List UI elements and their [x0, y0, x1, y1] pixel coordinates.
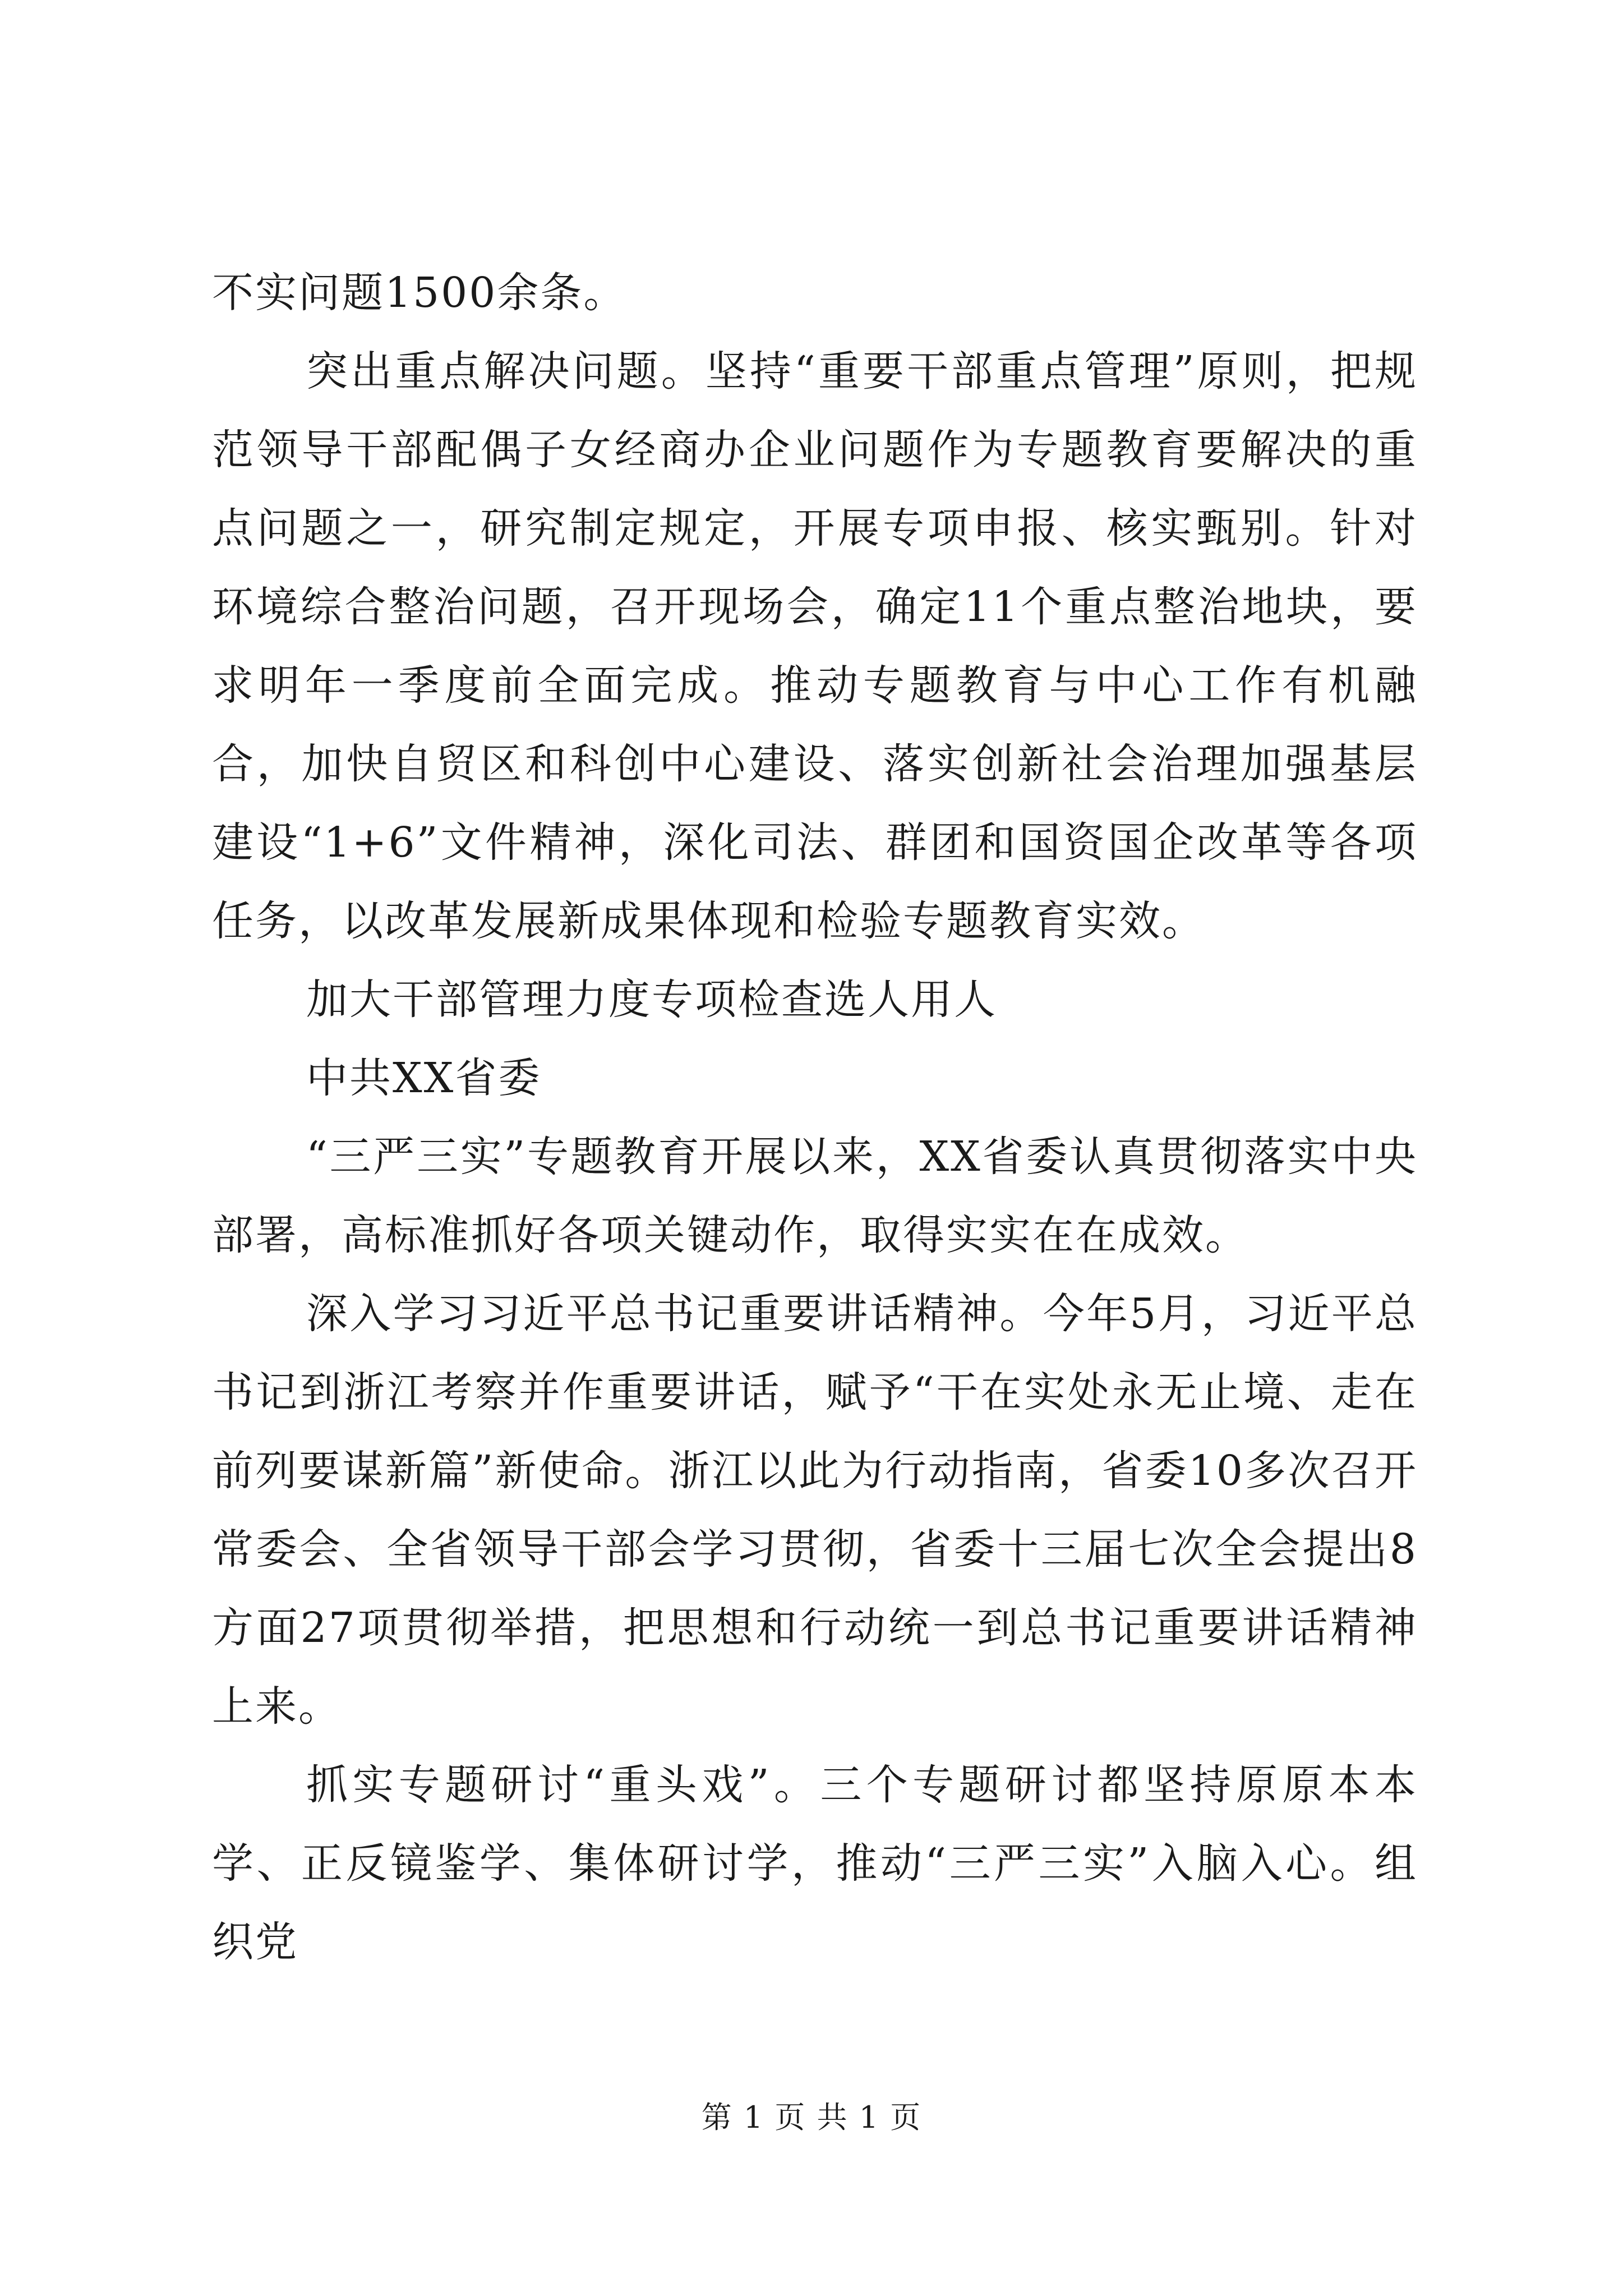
section-author: 中共XX省委	[306, 1054, 542, 1102]
paragraph-seminar: 抓实专题研讨“重头戏”。三个专题研讨都坚持原原本本学、正反镜鉴学、集体研讨学，推动“三严三实”入脑入心。组织党	[212, 1761, 1418, 1966]
page-footer: 第 1 页 共 1 页	[701, 2100, 922, 2135]
paragraph-study-speech: 深入学习习近平总书记重要讲话精神。今年5月，习近平总书记到浙江考察并作重要讲话，赋予“干在实处永无止境、走在前列要谋新篇”新使命。浙江以此为行动指南，省委10多次召开常委会、全省领导干部会学习贯彻，省委十三届七次全会提出8方面27项贯彻举措，把思想和行动统一到总书记重要讲话精神上来。	[212, 1290, 1418, 1731]
paragraph-continuation: 不实问题1500余条。	[212, 269, 627, 317]
section-heading: 加大干部管理力度专项检查选人用人	[306, 976, 997, 1024]
document-body	[212, 254, 1418, 1981]
paragraph-key-problems: 突出重点解决问题。坚持“重要干部重点管理”原则，把规范领导干部配偶子女经商办企业问题作为专题教育要解决的重点问题之一，研究制定规定，开展专项申报、核实甄别。针对环境综合整治问题，召开现场会，确定11个重点整治地块，要求明年一季度前全面完成。推动专题教育与中心工作有机融合，加快自贸区和科创中心建设、落实创新社会治理加强基层建设“1+6”文件精神，深化司法、群团和国资国企改革等各项任务，以改革发展新成果体现和检验专题教育实效。	[212, 347, 1418, 945]
paragraph-intro: “三严三实”专题教育开展以来，XX省委认真贯彻落实中央部署，高标准抓好各项关键动作，取得实实在在成效。	[212, 1133, 1418, 1259]
